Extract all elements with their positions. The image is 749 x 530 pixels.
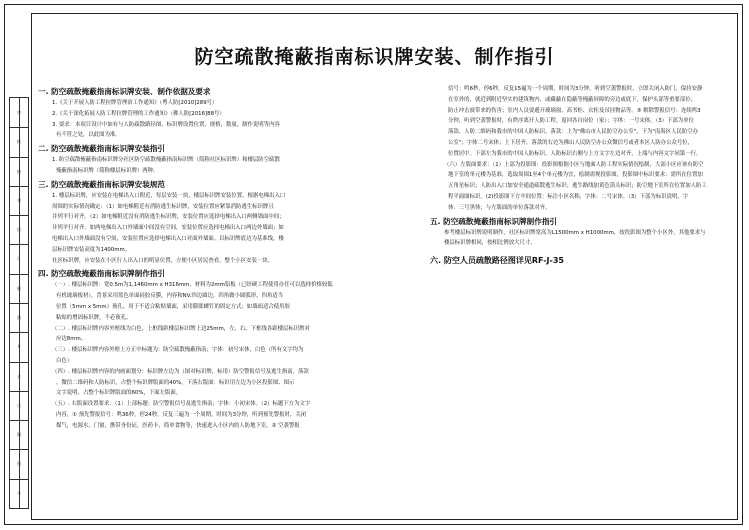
title-block-cell: 图 [10,449,28,479]
section-heading: 五. 防空疏散掩蔽指南标识牌制作指引 [430,216,558,226]
title-block-cell: 校 [10,157,28,187]
paragraph-line: 五角星标识；人防出入口加安全通道疏散逃生标识；逃生路线加黄色箭头标识；防空地下室所在位置加人防工 [448,183,707,190]
title-block-cell: 期 [10,420,28,450]
paragraph-line: 公室"；字体二号宋体；上下居齐，落款的右边为佛山人民防空办公众微信号或者本区人防办公众号位， [448,139,694,146]
paragraph-line: 应边8mm。 [56,336,87,343]
paragraph-line: （一）. 楼层标识牌：宽0.5m为1,1460mm x H316mm，材料为2mm铝板（已经硬工程使用办任可以选择价格较低 [52,282,333,289]
section-heading: 三. 防空疏散掩蔽指南标识牌安装规范 [38,179,166,189]
right-text-column [430,84,727,269]
paragraph-line: 有不符之处，以此图为准。 [56,132,121,139]
title-block-cell: 图 [10,303,28,333]
title-block-cell: 审 [10,98,28,128]
paragraph-line: 1. 楼层标识牌，应安装在电梯出入口附近，每层安装一块，楼层标识牌安装位置，根据电梯出入口 [52,192,286,199]
paragraph-line: 1. 防空疏散掩蔽指南标识牌分社区防空疏散掩蔽指南标识牌（简称社区标识牌）和楼层防空疏散 [52,157,280,164]
title-block-cell: 业 [10,362,28,392]
document-title: 防空疏散掩蔽指南标识牌安装、制作指引 [194,46,555,68]
paragraph-line: 社区标识牌，应安装在小区行人出入口的明显位置，方便小区居民查看，整个小区安装一块。 [52,257,274,264]
title-block-cell: 专 [10,332,28,362]
title-block-cell: 制 [10,274,28,304]
paragraph-line: 文字说明，占整个标识牌版面的60%，下面左版面。 [56,390,182,397]
paragraph-line: 在室外的，就近到附近坚实的建筑物内，或藏蔽在隐蔽等掩蔽屏障的旁边或底下，保护头部等重要部位； [448,96,696,103]
paragraph-line: 并列平行对齐。如两电梯出入口外墙面中间没有空间，安装位置应选择电梯出入口两边外墙面；如 [52,225,284,232]
paragraph-line: 地下室的单元楼为基准，选取周围1至4个单元楼为宜，绘制需规投影图，投影图中标识要求：需所在位置加 [448,172,703,179]
paragraph-line: 体：三号黑体；与左版面的单位落款对齐。 [448,204,551,211]
paragraph-line: 参考楼层标识牌说明制作，社区标识牌宽高为L1500mm x H1000mm，按投影图为整个小区外，其他要求与 [444,229,706,236]
paragraph-line: 白色） [56,357,73,364]
paragraph-line: 程平面图标识。(2)投影图下方中间位置：标注小区名称，字体：二号宋体。（3）下部为标识说明，字 [448,193,689,200]
paragraph-line: （三）. 楼层标识牌内容外框上方正中标题为：防空疏散掩蔽指南；字体：初号宋体，白色（所有文字均为 [52,347,304,354]
title-block-cell: 设 [10,215,28,245]
paragraph-line: 有机玻璃板材），背景采用蓝色单面硅胶反膜，内容和NV.四边圆边，四角做小圆弧形，四角适当 [56,293,284,300]
paragraph-line: 粘贴的增固标识牌，不必预孔。 [56,314,132,321]
section-heading: 四. 防空疏散掩蔽指南标识牌制作指引 [38,269,166,279]
paragraph-line: 信号：鸣6秒，停6秒，反复15遍为一个周期，时间为3分钟，听到空袭警报时，立即关闭入防门，保持安静 [448,86,703,92]
paragraph-line: （五）. 右版面设置要求：（1）上部标题：防空警报信号及逃生指南；字体：小初宋体。（2）标题下方为文字 [52,401,311,408]
paragraph-line: ，微信二维码和人防标识，占整个标识牌版面的40%，下落右版面：标识用左边为小区投影图、图示 [56,379,295,386]
paragraph-line: 周围的实际情况确定：（1）如电梯附近有消防逃生标识牌，安装位置应紧靠消防逃生标识牌且 [52,203,274,210]
paragraph-line: （二）. 楼层标识牌内容外框线为白色，上框线距楼层标识牌上边25mm，左、右、下框线各距楼层标识牌对 [52,325,310,332]
paragraph-line: 3. 要求：本项目设计中如有与人防疏散路径图、标识牌设置位置，规格，数量，制作说明等内容 [52,121,280,128]
paragraph-line: 落款、人防二维码和我市的中国人防标识。落款：上为"佛山市人民防空办公室"，下为"南海区人民防空办 [448,129,699,136]
paragraph-line: 电梯出入口外墙面没有空间，安装位置应选择电梯出入口对面外墙面。以标识牌底边为基准线，楼 [52,235,284,242]
paragraph-line: （六）左版面要求：（1）上部为投影图：投影图根据小区与地面人防工程实际情况绘制，大部小区应该有防空 [444,161,704,168]
title-block-cell: 核 [10,127,28,157]
paragraph-line: 2.《关于深化拓展人防工程拉牌管理的工作通知》（佛人防[2016]88号） [52,110,225,117]
paragraph-line: 位置（5mm x 5mm）预孔，用于不适合粘贴墙面，采用膨胀螺钉的固定方式；如墙面适合使用胶 [56,303,290,310]
paragraph-line: 并列平行对齐。（2）如电梯附近没有消防逃生标识牌，安装位置应选择电梯出入口两侧墙面中间； [52,214,285,221]
paragraph-line: 层标识牌安装高度为1400mm。 [52,246,131,253]
paragraph-line: 1.《关于开展人防工程拉牌管理治工作通知》（粤人防[2010]289号） [52,100,218,106]
side-title-block [9,97,29,509]
section-heading: 六. 防空人员疏散路径图详见RF-J-35 [430,256,564,266]
title-block-cell: 对 [10,186,28,216]
paragraph-line: 防止冲击波带来的伤害；室内人员要避开玻璃窗、高书柜、衣柜及吊挂物品等。③ 解除警报信号：连续鸣3 [448,107,701,114]
section-heading: 二. 防空疏散掩蔽指南标识牌安装指引 [38,144,166,154]
title-block-cell: 日 [10,391,28,421]
title-block-cell: 号 [10,479,28,509]
paragraph-line: 内容，① 预先警报信号：鸣36秒，停24秒，反复三遍为一个周期，时间为3分钟，听到预先警报时，关闭 [56,411,307,418]
left-text-column [38,84,421,432]
paragraph-line: 楼层标识牌相同，按相比例放大尺寸。 [444,240,536,247]
paragraph-line: 掩蔽指南标识牌（简称楼层标识牌）两种。 [56,167,159,174]
paragraph-line: 煤气，电源水，门窗，携带身份证，医药卡，简单食物等，快速进入小区内的人防地下室。② 空袭警报 [56,422,300,429]
paragraph-line: （四）. 楼层标识牌内容的内画面划分：标识牌左边为（图对标识牌，标用）防空警报信号及逃生指南，落款 [52,368,309,375]
title-block-cell: 计 [10,244,28,274]
paragraph-line: 位置居中。下部左为我市的中国人防标识。人防标识右侧与上方文字左边对齐，上端与内容文字同第一行。 [448,150,702,157]
section-heading: 一. 防空疏散掩蔽指南标识牌安装、制作依据及要求 [38,87,211,96]
paragraph-line: 分钟，听到空袭警报时，有秩序离开人防工程。返回各自岗位（家）；字体：一号宋体。（3）下部为单位 [448,118,694,125]
